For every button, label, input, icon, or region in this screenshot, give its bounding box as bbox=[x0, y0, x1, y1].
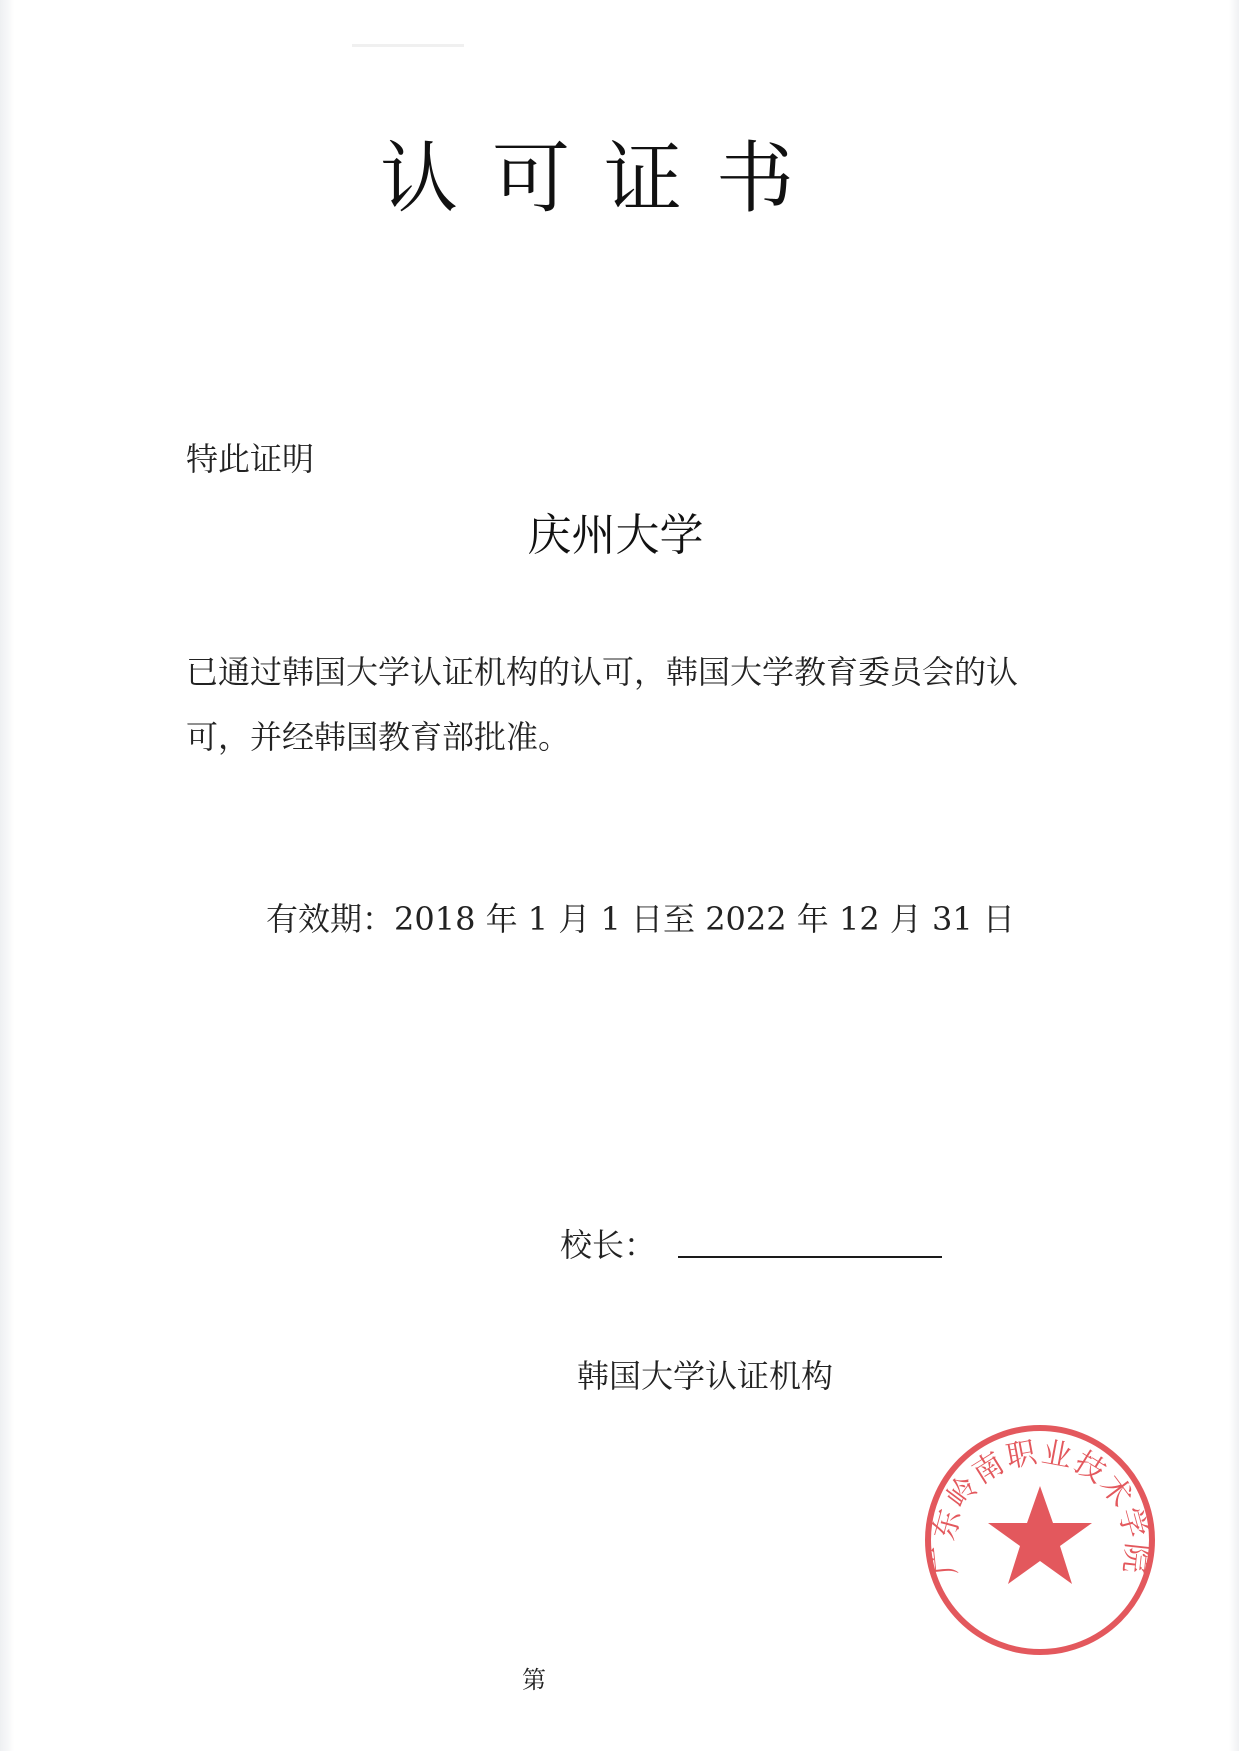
signature-line bbox=[678, 1256, 942, 1258]
president-signature-row bbox=[560, 1226, 942, 1264]
certificate-title: 认可证书 bbox=[380, 134, 829, 224]
accreditation-statement: 已通过韩国大学认证机构的认可，韩国大学教育委员会的认可，并经韩国教育部批准。 bbox=[186, 653, 1019, 756]
validity-period: 有效期：2018 年 1 月 1 日至 2022 年 12 月 31 日 bbox=[266, 900, 1015, 938]
president-label: 校长： bbox=[560, 1226, 657, 1264]
issuing-organization: 韩国大学认证机构 bbox=[577, 1357, 834, 1395]
page-number: 第 bbox=[522, 1666, 546, 1694]
page-edge-right bbox=[1229, 0, 1239, 1751]
page-edge-left bbox=[0, 0, 14, 1751]
official-seal-icon bbox=[920, 1420, 1160, 1660]
seal-text: 广东岭南职业技术学院 bbox=[925, 1434, 1155, 1577]
institution-name: 庆州大学 bbox=[527, 510, 704, 561]
certification-intro: 特此证明 bbox=[186, 440, 315, 478]
scan-artifact bbox=[352, 44, 464, 47]
seal-star-icon bbox=[988, 1486, 1092, 1584]
